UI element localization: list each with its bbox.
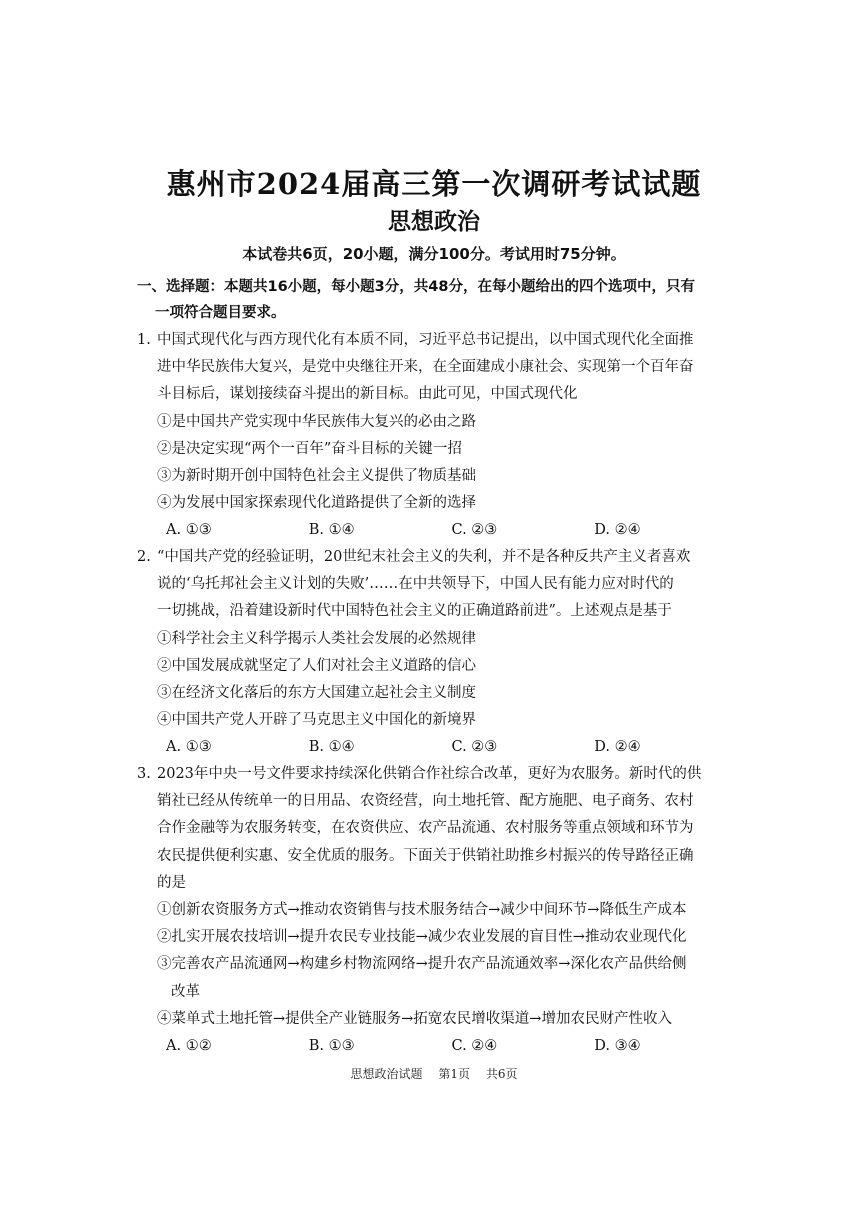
question-stem-line: 2023年中央一号文件要求持续深化供销合作社综合改革，更好为农服务。新时代的供	[157, 766, 702, 782]
statement-option: ②是决定实现“两个一百年”奋斗目标的关键一招	[157, 440, 462, 457]
exam-subject: 思想政治	[388, 208, 480, 235]
section-instruction-line: 一、选择题：本题共16小题，每小题3分，共48分，在每小题给出的四个选项中，只有	[137, 279, 695, 295]
question-stem-line: 进中华民族伟大复兴，是党中央继往开来，在全面建成小康社会、实现第一个百年奋	[157, 359, 694, 376]
statement-option: ①是中国共产党实现中华民族伟大复兴的必由之路	[157, 413, 476, 430]
question-stem-line: 中国式现代化与西方现代化有本质不同，习近平总书记提出，以中国式现代化全面推	[157, 332, 694, 348]
question-stem-line: 的是	[157, 874, 186, 891]
choice-a[interactable]: A. ①②	[166, 1038, 212, 1055]
question-stem-line: 农民提供便利实惠、安全优质的服务。下面关于供销社助推乡村振兴的传导路径正确	[157, 847, 694, 864]
choice-d[interactable]: D. ②④	[594, 522, 641, 539]
exam-title: 惠州市2024届高三第一次调研考试试题	[166, 167, 702, 201]
section-instruction-line: 一项符合题目要求。	[155, 305, 286, 321]
statement-option: ④中国共产党人开辟了马克思主义中国化的新境界	[157, 712, 476, 729]
statement-option: ③在经济文化落后的东方大国建立起社会主义制度	[157, 685, 476, 702]
answer-choices	[137, 1033, 737, 1060]
statement-option: ③为新时期开创中国特色社会主义提供了物质基础	[157, 468, 476, 485]
statement-option: ①创新农资服务方式→推动农资销售与技术服务结合→减少中间环节→降低生产成本	[157, 902, 687, 919]
question-stem-line: “中国共产党的经验证明，20世纪末社会主义的失利，并不是各种反共产主义者喜欢	[157, 549, 691, 565]
statement-option: ④菜单式土地托管→提供全产业链服务→拓宽农民增收渠道→增加农民财产性收入	[157, 1010, 672, 1027]
statement-option: ②中国发展成就坚定了人们对社会主义道路的信心	[157, 657, 476, 674]
question-1	[137, 327, 737, 545]
choice-d[interactable]: D. ②④	[594, 739, 641, 756]
choice-a[interactable]: A. ①③	[166, 739, 212, 756]
choice-c[interactable]: C. ②③	[451, 739, 498, 756]
statement-option: ①科学社会主义科学揭示人类社会发展的必然规律	[157, 630, 476, 647]
footer-total-pages: 共6页	[485, 1067, 518, 1081]
answer-choices	[137, 517, 737, 544]
exam-info: 本试卷共6页，20小题，满分100分。考试用时75分钟。	[242, 245, 626, 263]
section-header	[137, 274, 737, 326]
choice-c[interactable]: C. ②③	[451, 522, 498, 539]
choice-c[interactable]: C. ②④	[451, 1038, 498, 1055]
statement-option: ②扎实开展农技培训→提升农民专业技能→减少农业发展的盲目性→推动农业现代化	[157, 929, 687, 946]
question-stem-line: 一切挑战，沿着建设新时代中国特色社会主义的正确道路前进”。上述观点是基于	[157, 603, 672, 620]
choice-b[interactable]: B. ①④	[308, 739, 355, 756]
question-stem-line: 合作金融等为农服务转变，在农资供应、农产品流通、农村服务等重点领域和环节为	[157, 820, 694, 837]
statement-option: ③完善农产品流通网→构建乡村物流网络→提升农产品流通效率→深化农产品供给侧	[157, 956, 687, 973]
statement-option: ④为发展中国家探索现代化道路提供了全新的选择	[157, 495, 476, 512]
question-number: 1.	[137, 332, 151, 348]
question-stem-line: 销社已经从传统单一的日用品、农资经营，向土地托管、配方施肥、电子商务、农村	[157, 793, 694, 810]
choice-d[interactable]: D. ③④	[594, 1038, 641, 1055]
answer-choices	[137, 734, 737, 761]
question-stem-line: 说的‘乌托邦社会主义计划的失败’……在中共领导下，中国人民有能力应对时代的	[157, 576, 674, 593]
page-footer	[0, 1065, 868, 1082]
choice-b[interactable]: B. ①③	[308, 1038, 355, 1055]
footer-subject: 思想政治试题	[350, 1067, 423, 1081]
choice-a[interactable]: A. ①③	[166, 522, 212, 539]
question-3	[137, 761, 737, 1060]
question-number: 3.	[137, 766, 151, 782]
statement-option-continuation: 改革	[171, 983, 200, 1000]
choice-b[interactable]: B. ①④	[308, 522, 355, 539]
question-2	[137, 544, 737, 762]
footer-page-number: 第1页	[438, 1067, 470, 1081]
question-number: 2.	[137, 549, 151, 565]
question-stem-line: 斗目标后，谋划接续奋斗提出的新目标。由此可见，中国式现代化	[157, 386, 578, 403]
